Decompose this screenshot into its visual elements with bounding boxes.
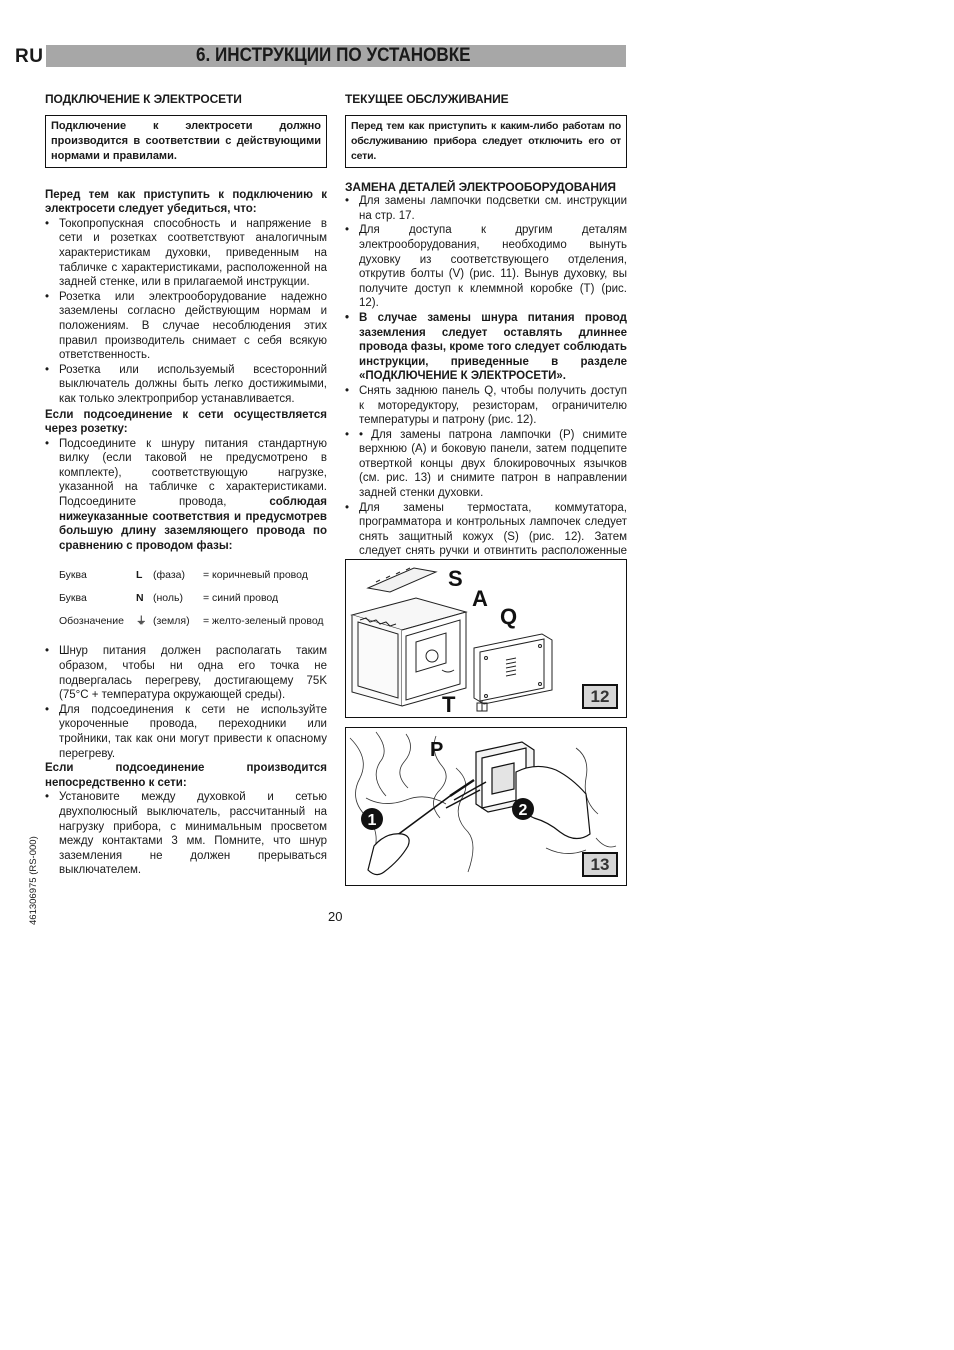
socket-list bbox=[45, 437, 327, 554]
figure-13 bbox=[345, 727, 627, 886]
table-cell-symbol: N bbox=[136, 591, 144, 604]
list-item: • Розетка или используемый всесторонний выключатель должны быть легко достижимыми, как только электроприбор устанавливается. bbox=[45, 363, 327, 407]
socket-text: Подсоедините к шнуру питания стандартную вилку (если таковой не предусмотрено в комплекте), соответствующую нагрузке, указанной на табличке с характеристиками. Подсоедините провода, bbox=[59, 437, 327, 509]
table-cell-desc: (земля) bbox=[153, 614, 190, 627]
step-2-label: 2 bbox=[518, 802, 528, 819]
list-item: • • Для замены патрона лампочки (P) снимите верхнюю (A) и боковую панели, затем подцепите отверткой концы двух блокировочных язычков (см. рис. 13) и снимите патрон в направлении задней стенки духовки. bbox=[345, 428, 627, 501]
list-item: • Для замены термостата, коммутатора, программатора и контрольных лампочек следует снять защитный кожух (S) (рис. 12). Затем следует снять ручки и отвинтить расположенные bbox=[345, 501, 627, 589]
title-bar bbox=[46, 45, 626, 67]
table-cell-desc: (ноль) bbox=[153, 591, 183, 604]
table-cell-wire: = коричневый провод bbox=[203, 568, 308, 581]
label-p: P bbox=[430, 739, 444, 761]
table-cell-desc: (фаза) bbox=[153, 568, 186, 581]
right-column bbox=[345, 92, 627, 588]
list-item: • Для подсоединения к сети не используйте укороченные провода, переходники или тройники, так как они могут привести к опасному перегреву. bbox=[45, 703, 327, 761]
page-title: 6. ИНСТРУКЦИИ ПО УСТАНОВКЕ bbox=[196, 45, 471, 66]
section-heading-electrical: ПОДКЛЮЧЕНИЕ К ЭЛЕКТРОСЕТИ bbox=[45, 92, 242, 106]
list-item bbox=[45, 437, 327, 554]
direct-list bbox=[45, 790, 327, 878]
list-item: • Шнур питания должен располагать таким образом, чтобы ни одна его точка не подвергалась перегреву, достигающему 75K (75°C + температура окружающей среды). bbox=[45, 644, 327, 702]
wire-table bbox=[59, 563, 327, 632]
list-item: • Токопропускная способность и напряжение в сети и розетках соответствуют аналогичным характеристикам духовки, приведенным на табличке с характеристиками, расположенной на задней стенке, или в прилагаемой инструкции. bbox=[45, 217, 327, 290]
list-item: • Для замены лампочки подсветки см. инструкции на стр. 17. bbox=[345, 194, 627, 223]
step-1-label: 1 bbox=[367, 812, 377, 829]
section-heading-maintenance: ТЕКУЩЕЕ ОБСЛУЖИВАНИЕ bbox=[345, 92, 509, 106]
table-cell-wire: = синий провод bbox=[203, 591, 279, 604]
list-item: • Для доступа к другим деталям электрооборудования, необходимо вынуть духовку из соответствующего отделения, открутив болты (V) (рис. 11). Вынув духовку, вы получите доступ к клеммной коробке (T) (рис. 12). bbox=[345, 223, 627, 311]
figure-12 bbox=[345, 559, 627, 718]
ground-icon: ⏚ bbox=[136, 614, 147, 627]
intro-text: Перед тем как приступить к подключению к электросети следует убедиться, что: bbox=[45, 188, 327, 216]
label-s: S bbox=[448, 566, 463, 591]
table-cell-label: Буква bbox=[59, 568, 87, 581]
notice-box-maintenance: Перед тем как приступить к каким-либо работам по обслуживанию прибора следует отключить его от сети. bbox=[345, 115, 627, 168]
checklist bbox=[45, 217, 327, 407]
table-cell-wire: = желто-зеленый провод bbox=[203, 614, 324, 627]
document-code: 461306975 (RS-000) bbox=[28, 836, 39, 925]
table-row bbox=[59, 609, 327, 632]
list-item: • Снять заднюю панель Q, чтобы получить доступ к моторедуктору, резисторам, ограничителю температуры и патрону (рис. 12). bbox=[345, 384, 627, 428]
table-cell-symbol: L bbox=[136, 568, 143, 581]
page-number: 20 bbox=[328, 909, 343, 924]
replacement-list bbox=[345, 194, 627, 588]
language-code: RU bbox=[15, 46, 44, 67]
label-q: Q bbox=[500, 604, 518, 629]
table-row bbox=[59, 563, 327, 586]
figure-number: 13 bbox=[582, 852, 618, 877]
list-item: • Установите между духовкой и сетью двухполюсный выключатель, рассчитанный на нагрузку прибора, с минимальным просветом между контактами 3 мм. Помните, что шнур заземления не должен прерываться выключателем. bbox=[45, 790, 327, 878]
socket-bold-text: соблюдая нижеуказанные соответствия и предусмотрев большую длину заземляющего провода по сравнению с проводом фазы: bbox=[59, 496, 327, 552]
left-column bbox=[45, 92, 327, 878]
cord-list bbox=[45, 644, 327, 761]
table-cell-label: Обозначение bbox=[59, 614, 124, 627]
figure-number: 12 bbox=[582, 684, 618, 709]
list-item: • В случае замены шнура питания провод заземления следует оставлять длиннее провода фазы, кроме того следует соблюдать инструкции, приведенные в разделе «ПОДКЛЮЧЕНИЕ К ЭЛЕКТРОСЕТИ». bbox=[345, 311, 627, 384]
socket-heading: Если подсоединение к сети осуществляется через розетку: bbox=[45, 408, 327, 436]
list-item: • Розетка или электрооборудование надежно заземлены согласно действующим нормам и положениям. В случае несоблюдения этих правил производитель снимает с себя всякую ответственность. bbox=[45, 290, 327, 363]
notice-box-electrical: Подключение к электросети должно производится в соответствии с действующими нормами и правилами. bbox=[45, 115, 327, 168]
table-cell-label: Буква bbox=[59, 591, 87, 604]
label-a: A bbox=[472, 586, 488, 611]
label-t: T bbox=[442, 692, 456, 717]
direct-heading: Если подсоединение производится непосредственно к сети: bbox=[45, 762, 327, 789]
table-row bbox=[59, 586, 327, 609]
section-heading-replacement: ЗАМЕНА ДЕТАЛЕЙ ЭЛЕКТРООБОРУДОВАНИЯ bbox=[345, 179, 616, 194]
